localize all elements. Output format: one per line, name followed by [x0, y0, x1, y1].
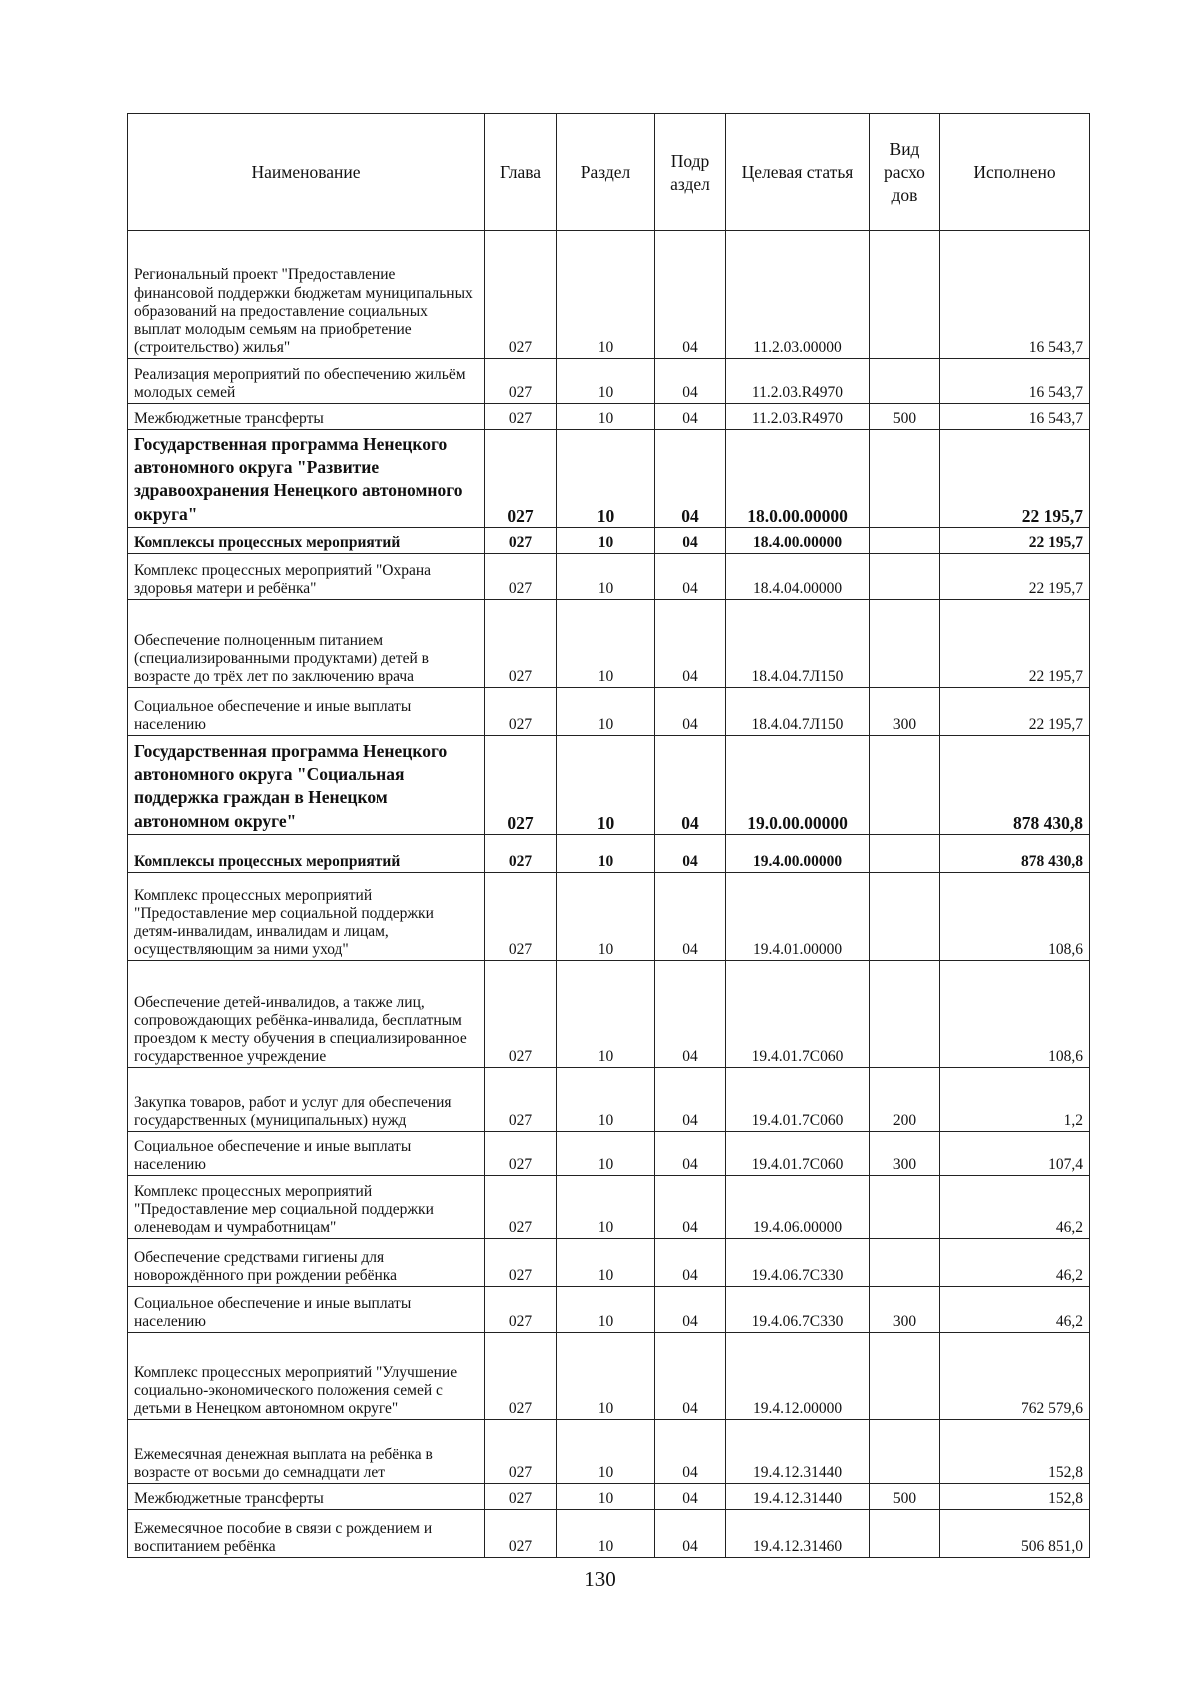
- header-vid: Вид расхо дов: [870, 114, 940, 231]
- row-podrazdel: 04: [655, 873, 726, 961]
- page-number: 130: [584, 1567, 616, 1591]
- row-vid: [870, 1333, 940, 1420]
- row-ispolneno: 878 430,8: [940, 835, 1090, 873]
- row-name: Государственная программа Ненецкого автономного округа "Социальная поддержка граждан в Ненецком автономном округе": [128, 736, 485, 835]
- row-ispolneno: 22 195,7: [940, 528, 1090, 554]
- row-name: Реализация мероприятий по обеспечению жильём молодых семей: [128, 359, 485, 404]
- row-name: Комплекс процессных мероприятий "Предоставление мер социальной поддержки оленеводам и чумработницам": [128, 1176, 485, 1239]
- row-vid: [870, 736, 940, 835]
- row-ispolneno: 16 543,7: [940, 404, 1090, 430]
- row-ispolneno: 107,4: [940, 1132, 1090, 1176]
- row-razdel: 10: [557, 528, 655, 554]
- table-row: [128, 600, 1090, 688]
- row-celevaya: 19.0.00.00000: [726, 736, 870, 835]
- row-razdel: 10: [557, 1068, 655, 1132]
- row-glava: 027: [485, 600, 557, 688]
- row-glava: 027: [485, 430, 557, 528]
- row-razdel: 10: [557, 835, 655, 873]
- row-ispolneno: 22 195,7: [940, 688, 1090, 736]
- table-row: [128, 961, 1090, 1068]
- row-razdel: 10: [557, 554, 655, 600]
- row-glava: 027: [485, 1239, 557, 1287]
- row-glava: 027: [485, 528, 557, 554]
- row-glava: 027: [485, 736, 557, 835]
- row-razdel: 10: [557, 404, 655, 430]
- row-glava: 027: [485, 961, 557, 1068]
- table-row: [128, 1287, 1090, 1333]
- row-celevaya: 19.4.06.7С330: [726, 1239, 870, 1287]
- row-vid: [870, 600, 940, 688]
- row-vid: [870, 1176, 940, 1239]
- row-glava: 027: [485, 359, 557, 404]
- row-celevaya: 11.2.03.00000: [726, 231, 870, 359]
- row-celevaya: 19.4.01.7С060: [726, 1132, 870, 1176]
- row-celevaya: 19.4.12.31440: [726, 1484, 870, 1510]
- row-razdel: 10: [557, 600, 655, 688]
- row-vid: 300: [870, 688, 940, 736]
- row-vid: [870, 231, 940, 359]
- row-name: Закупка товаров, работ и услуг для обеспечения государственных (муниципальных) нужд: [128, 1068, 485, 1132]
- row-razdel: 10: [557, 1510, 655, 1558]
- row-celevaya: 19.4.06.00000: [726, 1176, 870, 1239]
- row-name: Социальное обеспечение и иные выплаты населению: [128, 1287, 485, 1333]
- table-row: [128, 554, 1090, 600]
- row-podrazdel: 04: [655, 600, 726, 688]
- row-glava: 027: [485, 1484, 557, 1510]
- budget-table: [127, 113, 1090, 1558]
- table-header-row: [128, 114, 1090, 231]
- table-row: [128, 1333, 1090, 1420]
- row-podrazdel: 04: [655, 231, 726, 359]
- table-row: [128, 359, 1090, 404]
- table-row: [128, 873, 1090, 961]
- row-celevaya: 19.4.01.7С060: [726, 961, 870, 1068]
- row-name: Комплексы процессных мероприятий: [128, 835, 485, 873]
- header-razdel: Раздел: [557, 114, 655, 231]
- row-ispolneno: 16 543,7: [940, 231, 1090, 359]
- row-glava: 027: [485, 1420, 557, 1484]
- row-vid: [870, 961, 940, 1068]
- row-glava: 027: [485, 688, 557, 736]
- row-podrazdel: 04: [655, 528, 726, 554]
- row-podrazdel: 04: [655, 1484, 726, 1510]
- row-vid: [870, 430, 940, 528]
- row-vid: 500: [870, 1484, 940, 1510]
- row-podrazdel: 04: [655, 404, 726, 430]
- row-celevaya: 19.4.00.00000: [726, 835, 870, 873]
- row-name: Ежемесячное пособие в связи с рождением и воспитанием ребёнка: [128, 1510, 485, 1558]
- row-celevaya: 18.4.00.00000: [726, 528, 870, 554]
- row-name: Региональный проект "Предоставление финансовой поддержки бюджетам муниципальных образований на предоставление социальных выплат молодым семьям на приобретение (строительство) жилья": [128, 231, 485, 359]
- table-row: [128, 835, 1090, 873]
- row-name: Ежемесячная денежная выплата на ребёнка в возрасте от восьми до семнадцати лет: [128, 1420, 485, 1484]
- row-glava: 027: [485, 1287, 557, 1333]
- row-vid: [870, 1420, 940, 1484]
- row-razdel: 10: [557, 1420, 655, 1484]
- row-glava: 027: [485, 1132, 557, 1176]
- row-glava: 027: [485, 873, 557, 961]
- row-name: Государственная программа Ненецкого автономного округа "Развитие здравоохранения Ненецкого автономного округа": [128, 430, 485, 528]
- row-vid: [870, 835, 940, 873]
- row-glava: 027: [485, 1510, 557, 1558]
- row-podrazdel: 04: [655, 961, 726, 1068]
- row-ispolneno: 46,2: [940, 1287, 1090, 1333]
- header-name: Наименование: [128, 114, 485, 231]
- row-ispolneno: 16 543,7: [940, 359, 1090, 404]
- row-vid: [870, 528, 940, 554]
- row-podrazdel: 04: [655, 1333, 726, 1420]
- row-celevaya: 11.2.03.R4970: [726, 404, 870, 430]
- row-razdel: 10: [557, 873, 655, 961]
- table-row: [128, 1132, 1090, 1176]
- row-glava: 027: [485, 1176, 557, 1239]
- row-ispolneno: 22 195,7: [940, 600, 1090, 688]
- row-glava: 027: [485, 554, 557, 600]
- row-podrazdel: 04: [655, 835, 726, 873]
- row-name: Обеспечение полноценным питанием (специализированными продуктами) детей в возрасте до трёх лет по заключению врача: [128, 600, 485, 688]
- row-podrazdel: 04: [655, 1068, 726, 1132]
- row-razdel: 10: [557, 1239, 655, 1287]
- row-razdel: 10: [557, 1287, 655, 1333]
- row-ispolneno: 22 195,7: [940, 554, 1090, 600]
- row-podrazdel: 04: [655, 430, 726, 528]
- row-name: Комплекс процессных мероприятий "Улучшение социально-экономического положения семей с детьми в Ненецком автономном округе": [128, 1333, 485, 1420]
- row-vid: 200: [870, 1068, 940, 1132]
- row-podrazdel: 04: [655, 359, 726, 404]
- row-razdel: 10: [557, 1484, 655, 1510]
- row-celevaya: 18.4.04.7Л150: [726, 688, 870, 736]
- row-name: Обеспечение детей-инвалидов, а также лиц, сопровождающих ребёнка-инвалида, бесплатным проездом к месту обучения в специализированное государственное учреждение: [128, 961, 485, 1068]
- row-name: Межбюджетные трансферты: [128, 1484, 485, 1510]
- row-name: Социальное обеспечение и иные выплаты населению: [128, 688, 485, 736]
- row-glava: 027: [485, 1068, 557, 1132]
- row-podrazdel: 04: [655, 688, 726, 736]
- row-celevaya: 19.4.01.7С060: [726, 1068, 870, 1132]
- row-name: Комплексы процессных мероприятий: [128, 528, 485, 554]
- row-ispolneno: 878 430,8: [940, 736, 1090, 835]
- table-row: [128, 231, 1090, 359]
- row-ispolneno: 108,6: [940, 961, 1090, 1068]
- row-celevaya: 19.4.12.31440: [726, 1420, 870, 1484]
- row-celevaya: 19.4.12.31460: [726, 1510, 870, 1558]
- row-celevaya: 19.4.01.00000: [726, 873, 870, 961]
- row-ispolneno: 46,2: [940, 1239, 1090, 1287]
- row-razdel: 10: [557, 359, 655, 404]
- row-ispolneno: 1,2: [940, 1068, 1090, 1132]
- row-ispolneno: 152,8: [940, 1420, 1090, 1484]
- row-ispolneno: 108,6: [940, 873, 1090, 961]
- row-razdel: 10: [557, 1132, 655, 1176]
- table-row: [128, 1420, 1090, 1484]
- table-row: [128, 1510, 1090, 1558]
- row-vid: [870, 1510, 940, 1558]
- row-podrazdel: 04: [655, 736, 726, 835]
- row-celevaya: 18.4.04.7Л150: [726, 600, 870, 688]
- row-razdel: 10: [557, 1333, 655, 1420]
- row-podrazdel: 04: [655, 1287, 726, 1333]
- table-row: [128, 528, 1090, 554]
- row-vid: 500: [870, 404, 940, 430]
- header-ispolneno: Исполнено: [940, 114, 1090, 231]
- table-row: [128, 1176, 1090, 1239]
- row-vid: 300: [870, 1132, 940, 1176]
- row-ispolneno: 22 195,7: [940, 430, 1090, 528]
- row-razdel: 10: [557, 430, 655, 528]
- row-ispolneno: 46,2: [940, 1176, 1090, 1239]
- table-row: [128, 430, 1090, 528]
- row-celevaya: 19.4.06.7С330: [726, 1287, 870, 1333]
- table-row: [128, 688, 1090, 736]
- header-podrazdel: Подр аздел: [655, 114, 726, 231]
- row-podrazdel: 04: [655, 1239, 726, 1287]
- row-name: Комплекс процессных мероприятий "Предоставление мер социальной поддержки детям-инвалидам, инвалидам и лицам, осуществляющим за ними уход": [128, 873, 485, 961]
- row-podrazdel: 04: [655, 1132, 726, 1176]
- header-glava: Глава: [485, 114, 557, 231]
- table-row: [128, 404, 1090, 430]
- row-razdel: 10: [557, 231, 655, 359]
- row-celevaya: 18.0.00.00000: [726, 430, 870, 528]
- row-glava: 027: [485, 1333, 557, 1420]
- row-ispolneno: 152,8: [940, 1484, 1090, 1510]
- table-row: [128, 736, 1090, 835]
- row-name: Межбюджетные трансферты: [128, 404, 485, 430]
- row-podrazdel: 04: [655, 1510, 726, 1558]
- row-vid: [870, 359, 940, 404]
- row-ispolneno: 762 579,6: [940, 1333, 1090, 1420]
- table-row: [128, 1239, 1090, 1287]
- row-vid: [870, 1239, 940, 1287]
- row-razdel: 10: [557, 961, 655, 1068]
- row-ispolneno: 506 851,0: [940, 1510, 1090, 1558]
- row-celevaya: 18.4.04.00000: [726, 554, 870, 600]
- row-vid: [870, 554, 940, 600]
- row-razdel: 10: [557, 736, 655, 835]
- row-celevaya: 11.2.03.R4970: [726, 359, 870, 404]
- row-name: Обеспечение средствами гигиены для новорождённого при рождении ребёнка: [128, 1239, 485, 1287]
- row-name: Социальное обеспечение и иные выплаты населению: [128, 1132, 485, 1176]
- row-celevaya: 19.4.12.00000: [726, 1333, 870, 1420]
- row-podrazdel: 04: [655, 1176, 726, 1239]
- row-name: Комплекс процессных мероприятий "Охрана здоровья матери и ребёнка": [128, 554, 485, 600]
- row-glava: 027: [485, 231, 557, 359]
- row-glava: 027: [485, 835, 557, 873]
- row-podrazdel: 04: [655, 1420, 726, 1484]
- budget-table-container: [127, 113, 1090, 1558]
- row-vid: 300: [870, 1287, 940, 1333]
- row-podrazdel: 04: [655, 554, 726, 600]
- row-vid: [870, 873, 940, 961]
- table-row: [128, 1068, 1090, 1132]
- row-razdel: 10: [557, 688, 655, 736]
- table-row: [128, 1484, 1090, 1510]
- row-glava: 027: [485, 404, 557, 430]
- header-celevaya: Целевая статья: [726, 114, 870, 231]
- row-razdel: 10: [557, 1176, 655, 1239]
